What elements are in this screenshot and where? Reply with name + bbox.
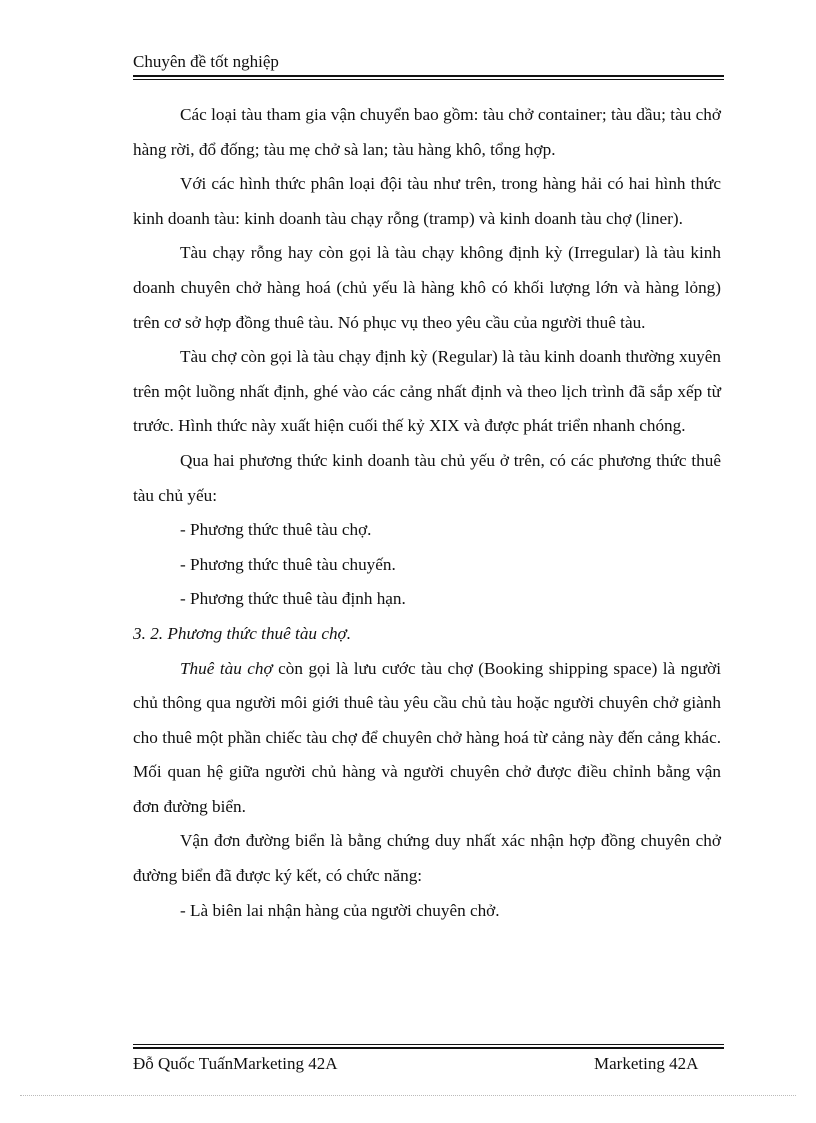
paragraph-tramp: Tàu chạy rỗng hay còn gọi là tàu chạy không định kỳ (Irregular) là tàu kinh doanh chuyên chở hàng hoá (chủ yếu là hàng khô có khối lượng lớn và hàng lỏng) trên cơ sở hợp đồng thuê tàu. Nó phục vụ theo yêu cầu của người thuê tàu. (133, 243, 721, 332)
paragraph-chartering-methods: Qua hai phương thức kinh doanh tàu chủ yếu ở trên, có các phương thức thuê tàu chủ yếu: (133, 450, 721, 505)
section-heading: 3. 2. Phương thức thuê tàu chợ. (133, 623, 352, 643)
page-header-title: Chuyên đề tốt nghiệp (133, 52, 279, 71)
footer-rule (133, 1047, 724, 1049)
paragraph-vessel-types: Các loại tàu tham gia vận chuyển bao gồm: tàu chở container; tàu dầu; tàu chở hàng rời, đổ đống; tàu mẹ chở sà lan; tàu hàng khô, tổng hợp. (133, 105, 721, 159)
list-item: - Là biên lai nhận hàng của người chuyên chở. (180, 900, 500, 920)
page-edge-divider (20, 1095, 796, 1096)
header-rule-secondary (133, 79, 724, 80)
list-item: - Phương thức thuê tàu chuyến. (180, 554, 396, 574)
paragraph-text: còn gọi là lưu cước tàu chợ (Booking shipping space) là người chủ thông qua người môi giới thuê tàu yêu cầu chủ tàu hoặc người chuyên chở giành cho thuê một phần chiếc tàu chợ để chuyên chở hàng hoá từ cảng này đến cảng khác. Mối quan hệ giữa người chủ hàng và người chuyên chở được điều chỉnh bằng vận đơn đường biển. (133, 658, 722, 816)
footer-class: Marketing 42A (594, 1054, 699, 1073)
emphasis-term: Thuê tàu chợ (180, 658, 273, 678)
document-body (133, 98, 721, 928)
footer-rule-secondary (133, 1044, 724, 1045)
footer-author: Đỗ Quốc TuấnMarketing 42A (133, 1054, 338, 1073)
list-item: - Phương thức thuê tàu định hạn. (180, 589, 406, 609)
header-rule (133, 75, 724, 77)
paragraph-liner-chartering (133, 652, 721, 825)
paragraph-business-forms: Với các hình thức phân loại đội tàu như trên, trong hàng hải có hai hình thức kinh doanh tàu: kinh doanh tàu chạy rỗng (tramp) và kinh doanh tàu chợ (liner). (133, 174, 721, 228)
list-item: - Phương thức thuê tàu chợ. (180, 520, 372, 540)
paragraph-bill-of-lading: Vận đơn đường biển là bằng chứng duy nhất xác nhận hợp đồng chuyên chở đường biển đã được ký kết, có chức năng: (133, 831, 721, 886)
paragraph-liner: Tàu chợ còn gọi là tàu chạy định kỳ (Regular) là tàu kinh doanh thường xuyên trên một luồng nhất định, ghé vào các cảng nhất định và theo lịch trình đã sắp xếp từ trước. Hình thức này xuất hiện cuối thế kỷ XIX và được phát triển nhanh chóng. (133, 347, 721, 436)
